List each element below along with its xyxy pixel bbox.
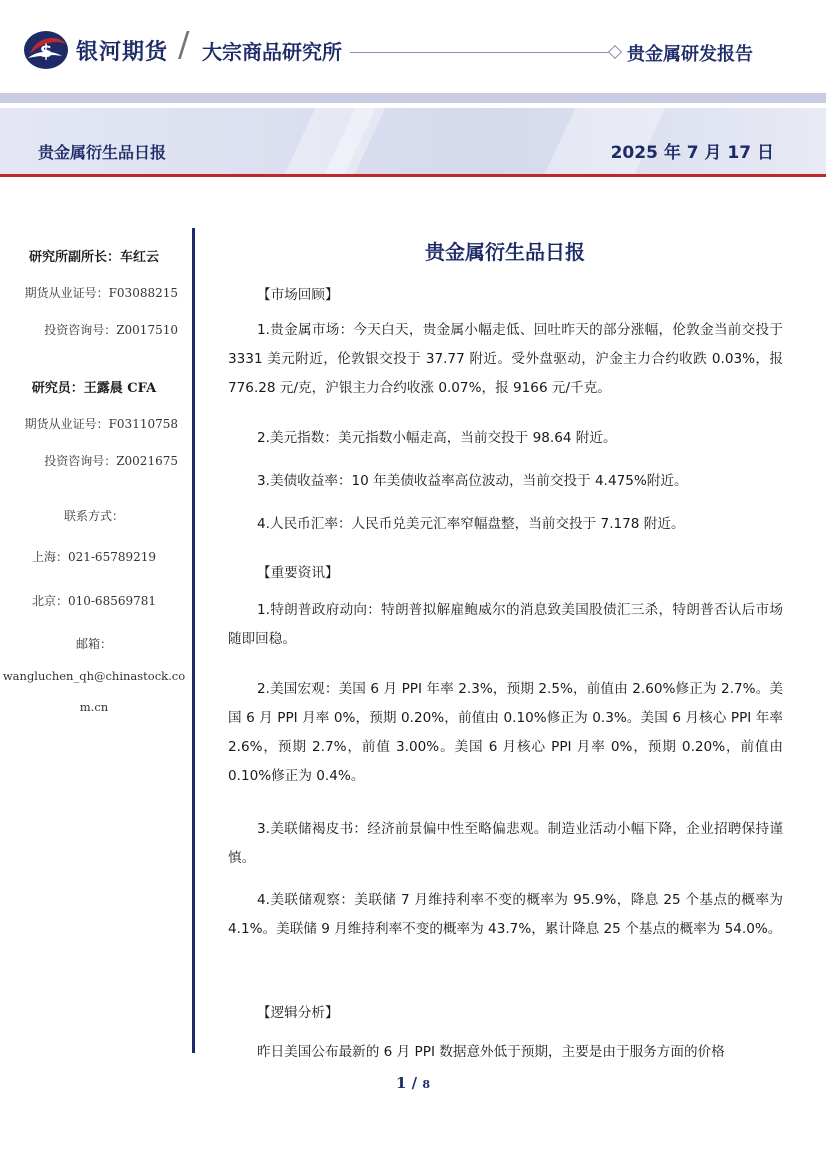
header-red-rule — [0, 174, 826, 177]
email-label: 邮箱： — [75, 637, 112, 651]
news-item-us-macro: 2.美国宏观：美国 6 月 PPI 年率 2.3%，预期 2.5%，前值由 2.60%修正为 2.7%。美国 6 月 PPI 月率 0%，预期 0.20%，前值由 0.10%修正为 0.3%。美国 6 月核心 PPI 年率 2.6%，预期 2.7%，前值 3.00%。美国 6 月核心 PPI 月率 0%，预期 0.20%，前值由 0.10%修正为 0.4%。 — [228, 681, 783, 784]
page-separator: / — [411, 1074, 418, 1092]
researcher: 研究员：王露晨 CFA — [31, 381, 157, 396]
logic-paragraph: 昨日美国公布最新的 6 月 PPI 数据意外低于预期，主要是由于服务方面的价格 — [257, 1044, 725, 1060]
contact-label: 联系方式： — [63, 509, 124, 523]
total-pages: 8 — [422, 1078, 431, 1091]
current-page: 1 — [395, 1074, 407, 1092]
page-number — [0, 1074, 826, 1092]
news-item-beige-book: 3.美联储褐皮书：经济前景偏中性至略偏悲观。制造业活动小幅下降，企业招聘保持谨慎。 — [228, 821, 783, 866]
header-slash: / — [178, 25, 190, 65]
deputy-license: 期货从业证号：F03088215 — [24, 286, 178, 300]
deputy-director: 研究所副所长：车红云 — [28, 250, 159, 265]
phone-beijing: 北京：010-68569781 — [31, 594, 157, 608]
market-item-dollar-index: 2.美元指数：美元指数小幅走高，当前交投于 98.64 附近。 — [257, 430, 617, 446]
news-item-trump: 1.特朗普政府动向：特朗普拟解雇鲍威尔的消息致美国股债汇三杀，特朗普否认后市场随即回稳。 — [228, 602, 783, 647]
band-title: 贵金属衍生品日报 — [38, 143, 167, 162]
header-rule — [350, 52, 612, 53]
section-market-review: 【市场回顾】 — [257, 287, 339, 303]
email-address-line1[interactable]: wangluchen_qh@chinastock.co — [2, 669, 186, 683]
institute-name: 大宗商品研究所 — [202, 40, 342, 64]
header-diamond-icon — [608, 45, 622, 59]
brand-name: 银河期货 — [76, 40, 169, 65]
sidebar-divider — [192, 228, 195, 1053]
phone-shanghai: 上海：021-65789219 — [31, 550, 157, 564]
section-logic-analysis: 【逻辑分析】 — [257, 1005, 339, 1021]
market-item-treasury-yield: 3.美债收益率：10 年美债收益率高位波动，当前交投于 4.475%附近。 — [257, 473, 688, 489]
deputy-consult: 投资咨询号：Z0017510 — [44, 323, 178, 337]
report-type: 贵金属研发报告 — [627, 44, 753, 65]
market-item-precious-metals: 1.贵金属市场：今天白天，贵金属小幅走低、回吐昨天的部分涨幅，伦敦金当前交投于 3331 美元附近，伦敦银交投于 37.77 附近。受外盘驱动，沪金主力合约收跌 0.03%，报 776.28 元/克，沪银主力合约收涨 0.07%，报 9166 元/千克。 — [228, 322, 783, 396]
market-item-rmb: 4.人民币汇率：人民币兑美元汇率窄幅盘整，当前交投于 7.178 附近。 — [257, 516, 685, 532]
galaxy-futures-logo-icon — [22, 28, 72, 72]
researcher-license: 期货从业证号：F03110758 — [24, 417, 178, 431]
researcher-consult: 投资咨询号：Z0021675 — [44, 454, 178, 468]
email-address-line2[interactable]: m.cn — [79, 700, 109, 714]
news-item-fed-watch: 4.美联储观察：美联储 7 月维持利率不变的概率为 95.9%，降息 25 个基点的概率为 4.1%。美联储 9 月维持利率不变的概率为 43.7%，累计降息 25 个基点的概率为 54.0%。 — [228, 892, 783, 937]
header-band-top — [0, 93, 826, 103]
svg-text:$: $ — [39, 41, 53, 62]
report-date: 2025 年 7 月 17 日 — [610, 143, 774, 163]
section-key-news: 【重要资讯】 — [257, 565, 339, 581]
document-title: 贵金属衍生品日报 — [425, 240, 585, 264]
